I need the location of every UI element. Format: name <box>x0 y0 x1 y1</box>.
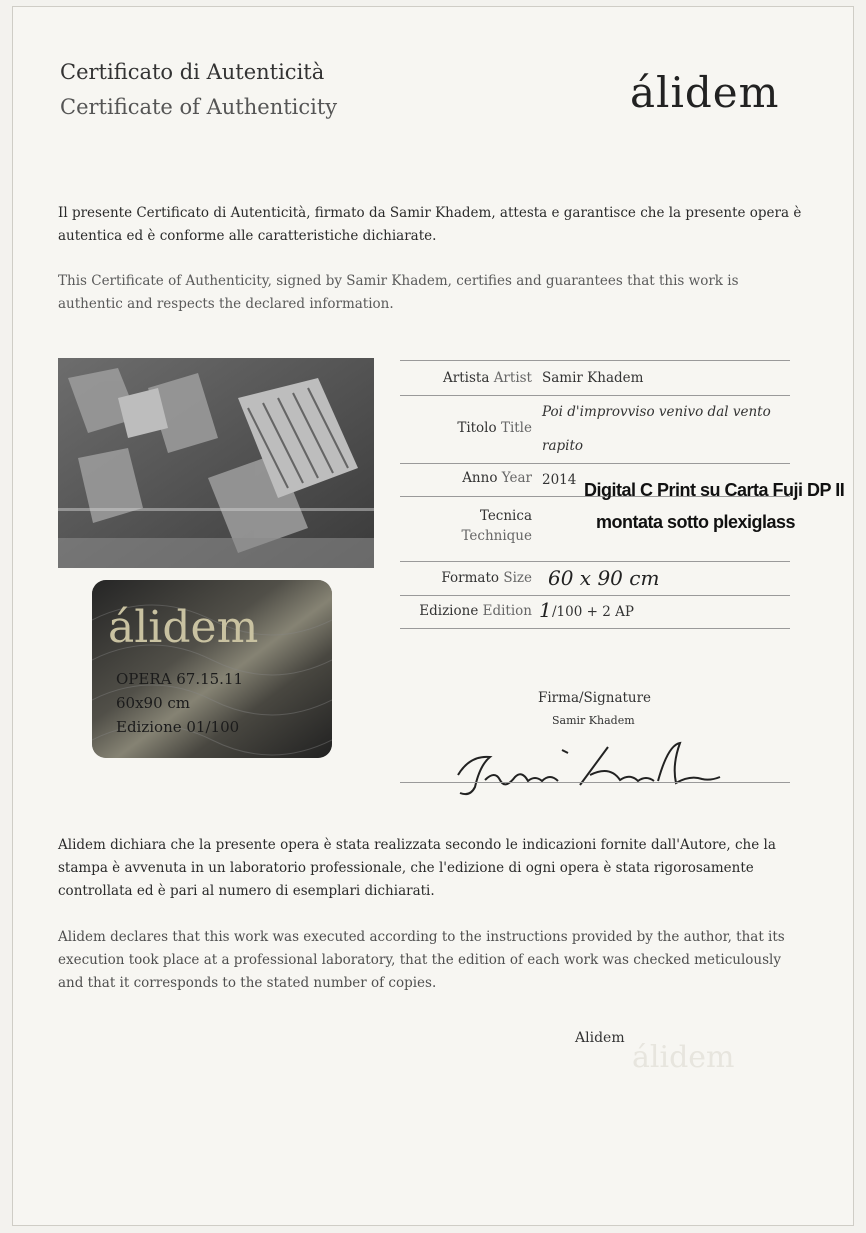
table-rule <box>400 463 790 464</box>
title-value-line1: Poi d'improvviso venivo dal vento <box>542 404 771 420</box>
table-rule <box>400 595 790 596</box>
table-rule <box>400 628 790 629</box>
hologram-line-1: OPERA 67.15.11 <box>116 670 244 688</box>
year-value: 2014 <box>542 472 577 488</box>
hologram-sticker <box>92 580 332 758</box>
technique-stamp-line1: Digital C Print su Carta Fuji DP II <box>584 480 845 500</box>
size-label: Formato Size <box>441 570 532 586</box>
edition-value: /100 + 2 AP <box>552 604 634 620</box>
intro-italian: Il presente Certificato di Autenticità, firmato da Samir Khadem, attesta e garantisce che la presente opera è autentica ed è conforme alle caratteristiche dichiarate. <box>58 205 802 244</box>
artist-value: Samir Khadem <box>542 370 644 386</box>
title-value-line2: rapito <box>542 438 584 454</box>
signature-line <box>400 782 790 783</box>
hologram-line-2: 60x90 cm <box>116 694 191 712</box>
title-italian: Certificato di Autenticità <box>60 60 325 84</box>
declaration-english: Alidem declares that this work was executed according to the instructions provided by the author, that its execution took place at a professional laboratory, that the edition of each work was checked meticulously and that it corresponds to the stated number of copies. <box>58 929 785 991</box>
declaration-italian: Alidem dichiara che la presente opera è stata realizzata secondo le indicazioni fornite dall'Autore, che la stampa è avvenuta in un laboratorio professionale, che l'edizione di ogni opera è stata rigorosamente controllata ed è pari al numero di esemplari dichiarati. <box>58 837 776 899</box>
hologram-logo: álidem <box>108 602 259 653</box>
signature-name: Samir Khadem <box>552 714 635 727</box>
faint-stamp: álidem <box>632 1040 735 1075</box>
size-value-handwritten: 60 x 90 cm <box>548 566 660 590</box>
brand-logo: álidem <box>630 68 780 117</box>
year-label: Anno Year <box>462 470 532 486</box>
signature-label: Firma/Signature <box>538 690 652 706</box>
technique-stamp-line2: montata sotto plexiglass <box>596 512 796 532</box>
edition-label: Edizione Edition <box>419 603 532 619</box>
technique-label: Tecnica Technique <box>461 508 532 544</box>
table-rule <box>400 395 790 396</box>
artist-label: Artista Artist <box>443 370 532 386</box>
table-rule <box>400 360 790 361</box>
artwork-photo <box>58 358 374 568</box>
title-label: Titolo Title <box>457 420 532 436</box>
alidem-signoff: Alidem <box>575 1030 625 1046</box>
edition-number-handwritten: 1 <box>539 598 552 622</box>
table-rule <box>400 561 790 562</box>
title-english: Certificate of Authenticity <box>60 95 338 119</box>
hologram-line-3: Edizione 01/100 <box>116 718 240 736</box>
handwritten-signature <box>440 735 740 805</box>
intro-english: This Certificate of Authenticity, signed by Samir Khadem, certifies and guarantees that this work is authentic and respects the declared information. <box>58 273 739 312</box>
